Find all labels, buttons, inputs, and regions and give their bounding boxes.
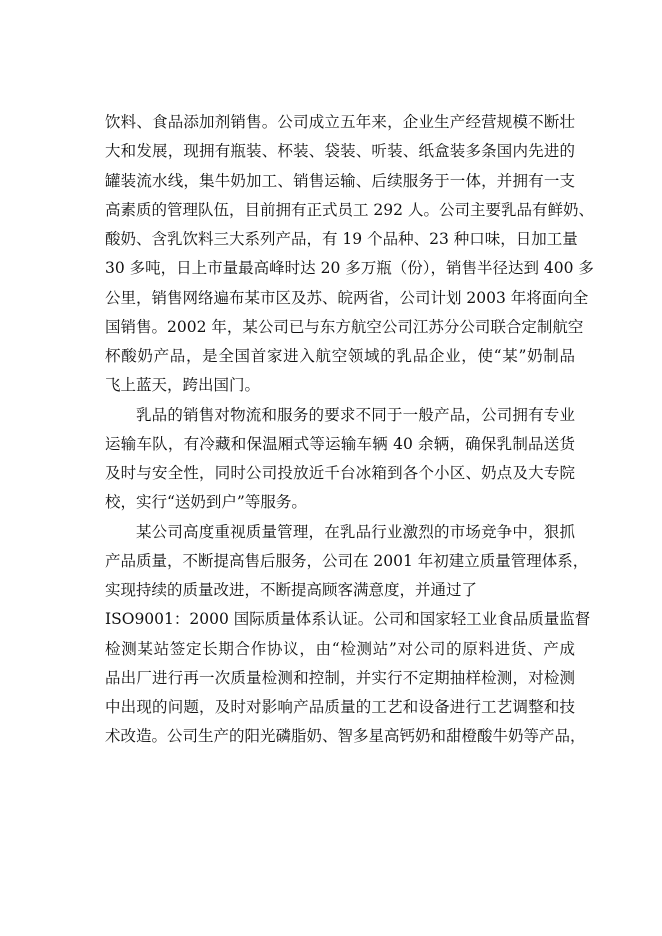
paragraph-2-line-3: 及时与安全性，同时公司投放近千台冰箱到各个小区、奶点及大专院: [105, 464, 575, 482]
paragraph-1-line-9: 杯酸奶产品，是全国首家进入航空领域的乳品企业，使“某”奶制品: [105, 347, 575, 365]
paragraph-3-line-3: 实现持续的质量改进，不断提高顾客满意度，并通过了: [105, 581, 478, 599]
paragraph-3-line-4: ISO9001：2000 国际质量体系认证。公司和国家轻工业食品质量监督: [105, 610, 591, 629]
paragraph-3-line-1: 某公司高度重视质量管理，在乳品行业激烈的市场竞争中，狠抓: [136, 522, 575, 541]
paragraph-1-line-3: 罐装流水线，集牛奶加工、销售运输、后续服务于一体，并拥有一支: [105, 171, 575, 190]
document-body: [105, 108, 594, 752]
paragraph-3-line-8: 术改造。公司生产的阳光磷脂奶、智多星高钙奶和甜橙酸牛奶等产品，: [105, 727, 586, 746]
paragraph-1-line-4: 高素质的管理队伍，目前拥有正式员工 292 人。公司主要乳品有鲜奶、: [105, 200, 594, 219]
paragraph-3-line-6: 品出厂进行再一次质量检测和控制，并实行不定期抽样检测，对检测: [105, 668, 575, 687]
paragraph-1-line-2: 大和发展，现拥有瓶装、杯装、袋装、听装、纸盒装多条国内先进的: [105, 142, 575, 161]
paragraph-1-line-6: 30 多吨，日上市量最高峰时达 20 多万瓶（份），销售半径达到 400 多: [105, 259, 594, 278]
paragraph-3-line-7: 中出现的问题，及时对影响产品质量的工艺和设备进行工艺调整和技: [105, 698, 575, 716]
paragraph-3-line-2: 产品质量，不断提高售后服务，公司在 2001 年初建立质量管理体系，: [105, 551, 589, 570]
paragraph-1-line-5: 酸奶、含乳饮料三大系列产品，有 19 个品种、23 种口味，日加工量: [105, 230, 578, 248]
paragraph-2-line-4: 校，实行“送奶到户”等服务。: [105, 493, 307, 512]
paragraph-3-line-5: 检测某站签定长期合作协议，由“检测站”对公司的原料进货、产成: [105, 639, 575, 658]
paragraph-1-line-10: 飞上蓝天，跨出国门。: [105, 376, 261, 395]
paragraph-2-line-1: 乳品的销售对物流和服务的要求不同于一般产品，公司拥有专业: [136, 405, 575, 424]
paragraph-1-line-8: 国销售。2002 年，某公司已与东方航空公司江苏分公司联合定制航空: [105, 317, 584, 336]
paragraph-1-line-7: 公里，销售网络遍布某市区及苏、皖两省，公司计划 2003 年将面向全: [105, 288, 589, 307]
paragraph-1-line-1: 饮料、食品添加剂销售。公司成立五年来，企业生产经营规模不断壮: [105, 113, 575, 131]
paragraph-2-line-2: 运输车队，有冷藏和保温厢式等运输车辆 40 余辆，确保乳制品送货: [105, 434, 575, 453]
